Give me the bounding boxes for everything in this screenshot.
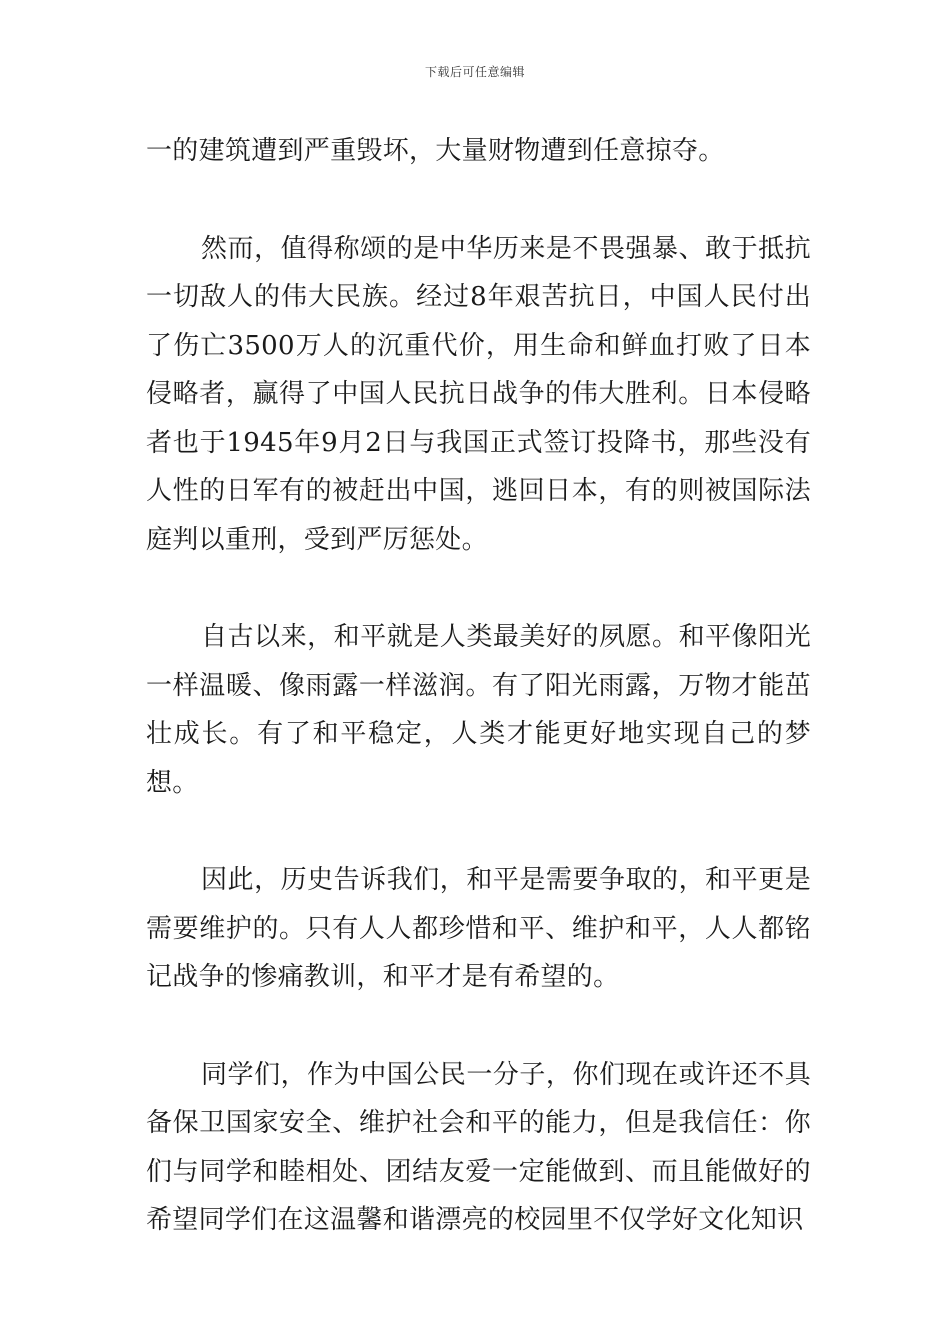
paragraph-continuation: 一的建筑遭到严重毁坏，大量财物遭到任意掠夺。: [146, 136, 725, 166]
paragraph-history-victory: 然而，值得称颂的是中华历来是不畏强暴、敢于抵抗一切敌人的伟大民族。经过8年艰苦抗日，中国人民付出了伤亡3500万人的沉重代价，用生命和鲜血打败了日本侵略者，赢得了中国人民抗日战争的伟大胜利。日本侵略者也于1945年9月2日与我国正式签订投降书，那些没有人性的日军有的被赶出中国，逃回日本，有的则被国际法庭判以重刑，受到严厉惩处。: [146, 233, 811, 555]
document-body: [146, 127, 811, 1245]
paragraph-students: 同学们，作为中国公民一分子，你们现在或许还不具备保卫国家安全、维护社会和平的能力，但是我信任：你们与同学和睦相处、团结友爱一定能做到、而且能做好的希望同学们在这温馨和谐漂亮的校园里不仅学好文化知识: [146, 1059, 811, 1235]
paragraph-peace-wish: 自古以来，和平就是人类最美好的夙愿。和平像阳光一样温暖、像雨露一样滋润。有了阳光雨露，万物才能茁壮成长。有了和平稳定，人类才能更好地实现自己的梦想。: [146, 622, 811, 798]
page-header: 下载后可任意编辑: [424, 65, 525, 79]
paragraph-maintain-peace: 因此，历史告诉我们，和平是需要争取的，和平更是需要维护的。只有人人都珍惜和平、维护和平，人人都铭记战争的惨痛教训，和平才是有希望的。: [146, 865, 811, 992]
